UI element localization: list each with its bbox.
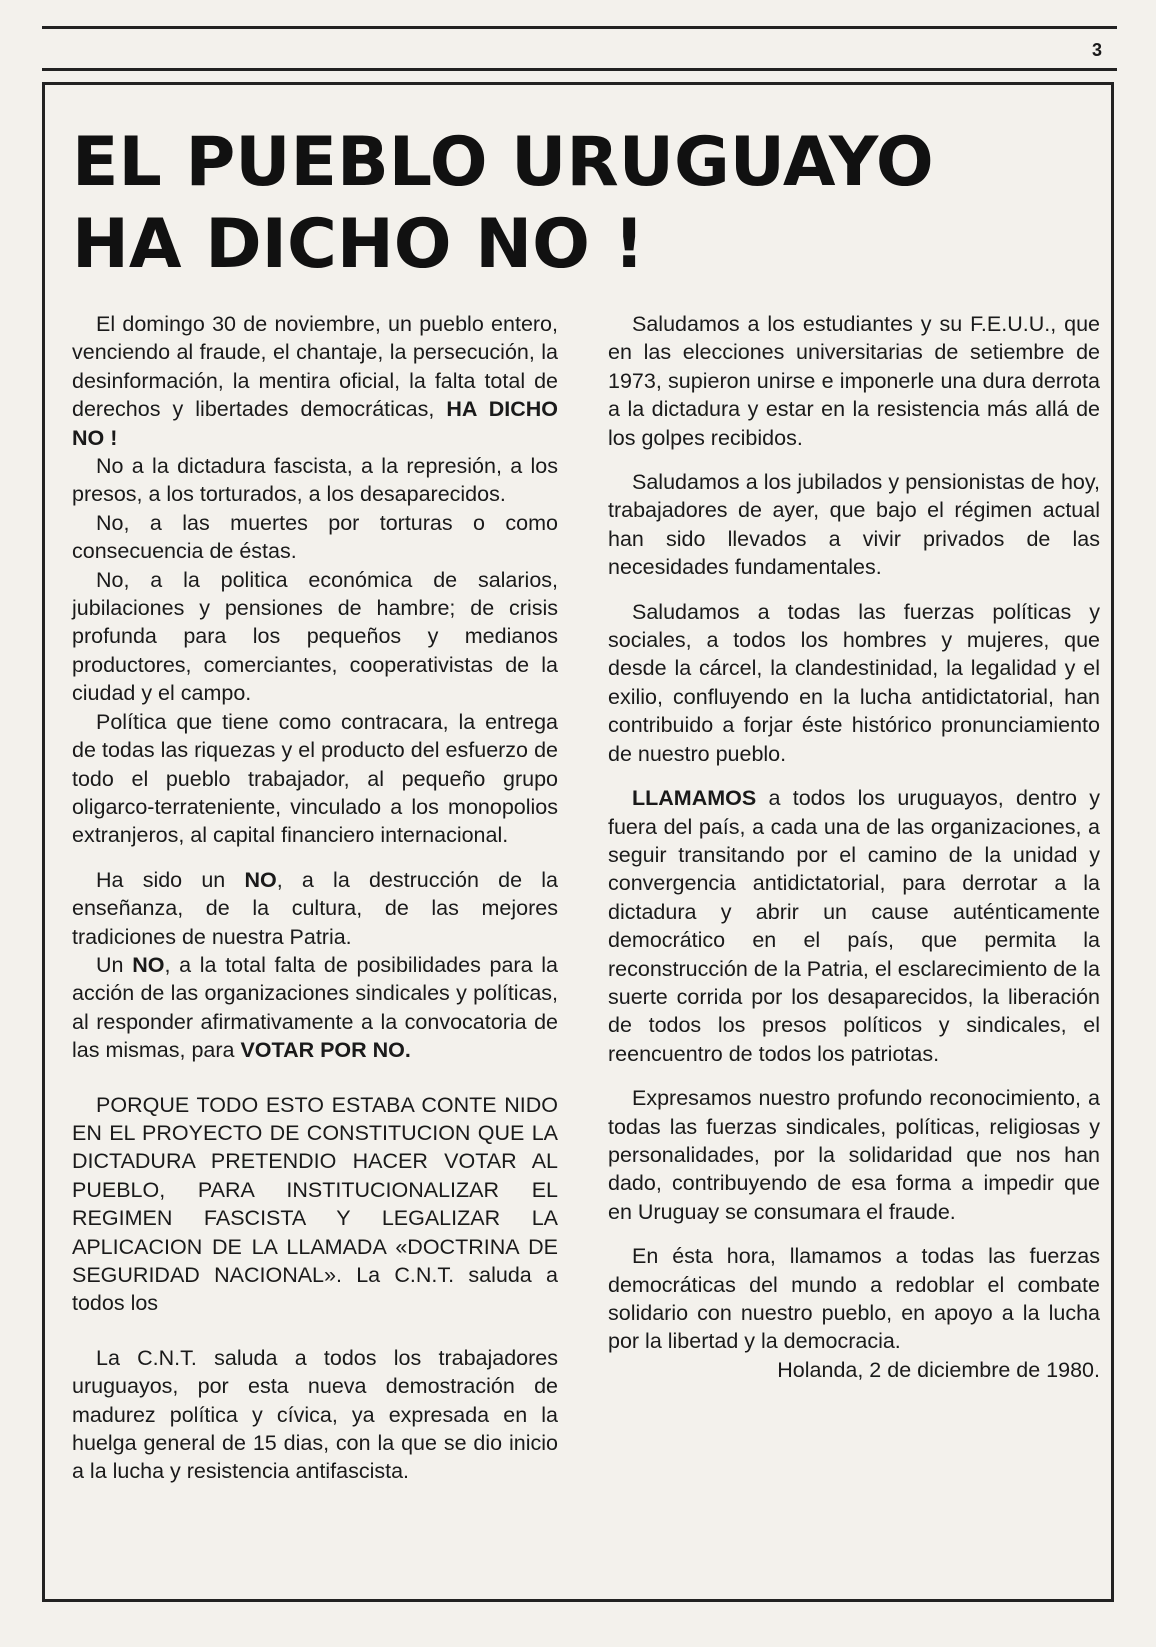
page-number: 3 (1092, 40, 1103, 60)
header-rule (42, 68, 1117, 71)
paragraph-text: , a la destrucción de la enseñanza, de la cultura, de las mejores tradiciones de nuestra Patria. (72, 867, 558, 949)
paragraph-text: Ha sido un (96, 867, 245, 892)
paragraph: Expresamos nuestro profundo reconocimiento, a todas las fuerzas sindicales, políticas, religiosas y personalidades, por la solidaridad que nos han dado, contribuyendo de esa forma a impedir que en Uruguay se consumara el fraude. (608, 1086, 1100, 1224)
paragraph: Saludamos a los estudiantes y su F.E.U.U., que en las elecciones universitarias de setiembre de 1973, supieron unirse e imponerle una dura derrota a la dictadura y estar en la resistencia más allá de los golpes recibidos. (608, 312, 1100, 450)
emphasis-text: HA DICHO NO ! (72, 397, 558, 450)
paragraph-text: , a la total falta de posibilidades para la acción de las organizaciones sindicales y políticas, al responder afirmativamente a la convocatoria de las mismas, para (72, 952, 558, 1063)
paragraph (608, 784, 1100, 1068)
paragraph: Saludamos a los jubilados y pensionistas de hoy, trabajadores de ayer, que bajo el régimen actual han sido llevados a vivir privados de las necesidades fundamentales. (608, 470, 1100, 580)
paragraph: En ésta hora, llamamos a todas las fuerzas democráticas del mundo a redoblar el combate solidario con nuestro pueblo, en apoyo a la lucha por la libertad y la democracia. (608, 1244, 1100, 1354)
top-rule (42, 26, 1117, 29)
paragraph: No a la dictadura fascista, a la represión, a los presos, a los torturados, a los desaparecidos. (72, 454, 558, 507)
emphasis-text: NO (132, 952, 165, 977)
paragraph: La C.N.T. saluda a todos los trabajadores uruguayos, por esta nueva demostración de madurez política y cívica, ya expresada en la huelga general de 15 dias, con la que se dio inicio a la lucha y resistencia antifascista. (72, 1345, 558, 1484)
paragraph (72, 310, 558, 452)
headline (72, 122, 934, 286)
paragraph: No, a la politica económica de salarios, jubilaciones y pensiones de hambre; de crisis profunda para los pequeños y medianos productores, comerciantes, cooperativistas de la ciudad y el campo. (72, 567, 558, 706)
paragraph: Política que tiene como contracara, la entrega de todas las riquezas y el producto del esfuerzo de todo el pueblo trabajador, al pequeño grupo oligarco-terrateniente, vinculado a los monopolios extranjeros, al capital financiero internacional. (72, 709, 558, 848)
paragraph-text: a todos los uruguayos, dentro y fuera del país, a cada una de las organizaciones, a seguir transitando por el camino de la unidad y convergencia antidictatorial, para derrotar a la dictadura y abrir un cause auténticamente democrático en el país, que permita la reconstrucción de la Patria, el esclarecimiento de la suerte corrida por los desaparecidos, la liberación de todos los presos políticos y sindicales, el reencuentro de todos los patriotas. (608, 786, 1100, 1066)
paragraph (72, 951, 558, 1065)
paragraph-text: El domingo 30 de noviembre, un pueblo entero, venciendo al fraude, el chantaje, la persecución, la desinformación, la mentira oficial, la falta total de derechos y libertades democráticas, (72, 312, 558, 422)
emphasis-text: NO (244, 867, 277, 892)
paragraph-text: Un (96, 952, 133, 977)
paragraph (72, 866, 558, 951)
paragraph: No, a las muertes por torturas o como consecuencia de éstas. (72, 510, 558, 564)
signature-line: Holanda, 2 de diciembre de 1980. (777, 1357, 1100, 1382)
right-column (608, 310, 1100, 1384)
left-column (72, 310, 558, 1486)
emphasis-text: VOTAR POR NO. (240, 1038, 411, 1063)
headline-line-2: HA DICHO NO ! (72, 205, 645, 284)
paragraph: PORQUE TODO ESTO ESTABA CONTE NIDO EN EL PROYECTO DE CONSTITUCION QUE LA DICTADURA PRETENDIO HACER VOTAR AL PUEBLO, PARA INSTITUCIONALIZAR EL REGIMEN FASCISTA Y LEGALIZAR LA APLICACION DE LA LLAMADA «DOCTRINA DE SEGURIDAD NACIONAL». La C.N.T. saluda a todos los (72, 1092, 558, 1316)
emphasis-text: LLAMAMOS (632, 786, 757, 811)
paragraph: Saludamos a todas las fuerzas políticas y sociales, a todos los hombres y mujeres, que desde la cárcel, la clandestinidad, la legalidad y el exilio, confluyendo en la lucha antidictatorial, han contribuido a forjar éste histórico pronunciamiento de nuestro pueblo. (608, 599, 1100, 766)
headline-line-1: EL PUEBLO URUGUAYO (72, 123, 934, 202)
